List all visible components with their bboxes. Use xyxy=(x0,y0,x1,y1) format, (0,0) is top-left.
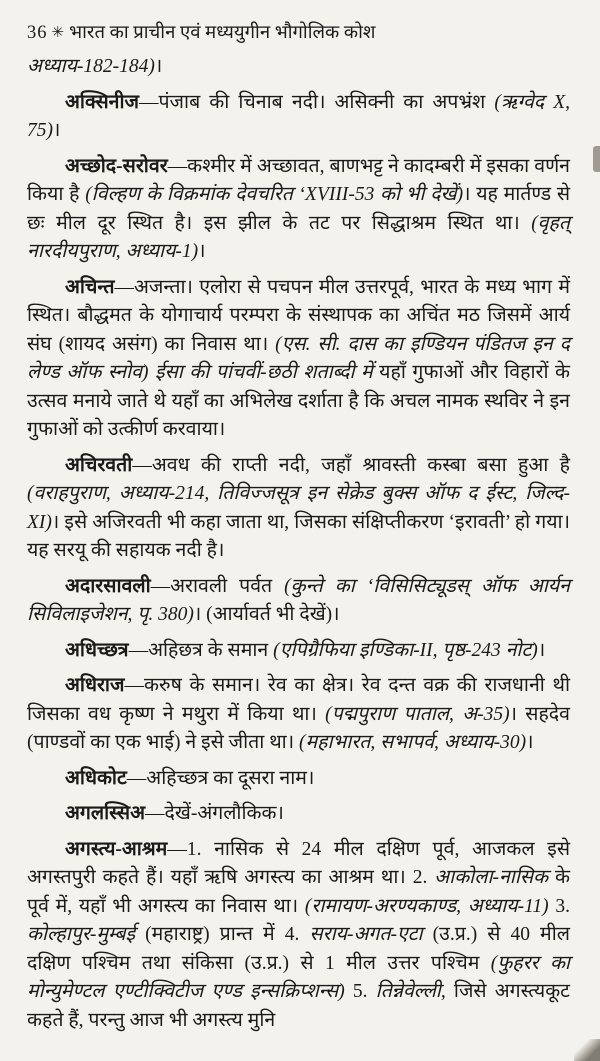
entry-text: । xyxy=(198,241,206,262)
entry-text: (महाराष्ट्र) प्रान्त में 4. xyxy=(135,924,310,945)
reference-text: (कुन्ते का ‘विसिसिट्यूडस् ऑफ आर्यन सिविलाइजेशन, पृ. 380) xyxy=(27,575,570,625)
entry-text: —पंजाब की चिनाब नदी। असिक्नी का अपभ्रंश xyxy=(138,91,495,113)
entry-agastya-ashram xyxy=(27,836,570,1036)
reference-text: (विल्हण के विक्रमांक देवचरित ‘XVIII-53 को भी देखें) xyxy=(85,184,464,205)
entry-text: —अजन्ता। एलोरा से पचपन मील उत्तरपूर्व, भारत के मध्य भाग में स्थित। बौद्धमत के योगाचार्य परम्परा के संस्थापक का अचिंत मठ जिसमें आर्य संघ (शायद असंग) का निवास था। xyxy=(27,276,570,355)
book-title: भारत का प्राचीन एवं मध्ययुगीन भौगोलिक कोश xyxy=(69,23,376,43)
reference-text: (एस. सी. दास का इण्डियन पंडितज इन द लेण्ड ऑफ स्नोव) ईसा की पांचवीं-छठी शताब्दी में xyxy=(27,333,570,383)
reference-text: आकोला-नासिक xyxy=(434,867,549,888)
reference-text: (वृहत् नारदीयपुराण, अध्याय-1) xyxy=(27,212,570,262)
running-header xyxy=(27,20,570,47)
entry-text: 3. xyxy=(548,895,570,917)
reference-text: (ऋग्वेद X, 75) xyxy=(27,91,570,141)
scan-artifact xyxy=(593,146,600,172)
entry-text: । xyxy=(154,56,163,77)
entry-aksinij xyxy=(27,89,570,146)
entry-text: —कश्मीर में अच्छावत, बाणभट्ट ने कादम्बरी में इसका वर्णन किया है xyxy=(27,155,570,205)
entry-achiravati xyxy=(27,452,570,566)
reference-text: (फुहरर का मोन्युमेण्टल एण्टीक्विटीज एण्ड इन्सक्रिप्शन्स) xyxy=(27,952,570,1002)
entry-text: —अरावली पर्वत xyxy=(150,575,285,597)
page-number: 36 xyxy=(27,23,48,43)
entry-text: । इसे अजिरवती भी कहा जाता था, जिसका संक्षिप्तीकरण ‘इरावती’ हो गया। यह सरयू की सहायक नदी है। xyxy=(27,511,570,561)
entry-achchhod-sarovar xyxy=(27,153,570,267)
entry-adarsavali xyxy=(27,573,570,630)
reference-text: कोल्हापुर-मुम्बई xyxy=(27,924,136,945)
entry-text: के पूर्व में, यहाँ भी अगस्त्य का निवास था। xyxy=(27,867,570,917)
entry-text: यहाँ गुफाओं और विहारों के उत्सव मनाये जाते थे यहाँ का अभिलेख दर्शाता है कि अचल नामक स्थविर ने इन गुफाओं को उत्कीर्ण करवाया। xyxy=(27,362,570,440)
entry-achint xyxy=(27,274,570,445)
entry-term: अधिराज xyxy=(65,675,125,696)
entry-text: । यह मार्तण्ड से छः मील दूर स्थित है। इस झील के तट पर सिद्धाश्रम स्थित था। xyxy=(27,184,571,234)
reference-text: (रामायण-अरण्यकाण्ड, अध्याय-11) xyxy=(304,895,549,917)
entry-term: अदारसावली xyxy=(65,575,151,597)
reference-text: सराय-अगत-एटा xyxy=(309,924,423,945)
entry-text: । xyxy=(53,120,61,141)
asterisk-separator-icon: ✳ xyxy=(51,25,65,41)
entry-text: 5. xyxy=(344,981,376,1002)
entry-text: —1. नासिक से 24 मील दक्षिण पूर्व, आजकल इसे अगस्तपुरी कहते हैं। यहाँ ऋषि अगस्त्य का आश्रम था। 2. xyxy=(27,838,570,888)
entry-text: । सहदेव (पाण्डवों का एक भाई) ने इसे जीता था। xyxy=(27,703,570,753)
scan-artifact xyxy=(574,1039,600,1061)
entry-term: अधिच्छत्र xyxy=(65,639,129,661)
entry-text: —अहिछत्र के समान xyxy=(128,639,274,661)
reference-text: तिन्नेवेल्ली xyxy=(375,981,441,1002)
reference-text: (एपिग्रैफिया इण्डिका-II, पृष्ठ-243 नोट) xyxy=(273,639,538,661)
entry-adhiraj xyxy=(27,672,570,758)
entry-text: । (आर्यावर्त भी देखें)। xyxy=(193,604,340,625)
entry-text: । xyxy=(526,732,534,753)
entry-text: —अहिच्छत्र का दूसरा नाम। xyxy=(126,767,315,789)
entry-term: अगलस्सिअ xyxy=(65,803,146,824)
reference-text: (पद्मपुराण पाताल, अ-35) xyxy=(325,703,510,725)
entry-term: अधिकोट xyxy=(65,767,127,789)
entry-adhichchhatra xyxy=(27,637,570,666)
entry-adhikot xyxy=(27,765,570,794)
entry-continuation xyxy=(27,53,570,82)
entry-text: —अवध की राप्ती नदी, जहाँ श्रावस्ती कस्बा बसा हुआ है xyxy=(132,454,570,476)
entry-term: अक्सिनीज xyxy=(65,91,139,113)
reference-text: (महाभारत, सभापर्व, अध्याय-30) xyxy=(299,732,527,753)
entry-text: । xyxy=(537,639,546,661)
entry-agalassia xyxy=(27,800,570,829)
entry-text: , जिसे अगस्त्यकूट कहते हैं, परन्तु आज भी अगस्त्य मुनि xyxy=(27,981,570,1031)
entry-text: (उ.प्र.) से 40 मील दक्षिण पश्चिम तथा संकिसा (उ.प्र.) से 1 मील उत्तर पश्चिम xyxy=(27,924,570,974)
reference-text: अध्याय-182-184) xyxy=(27,56,155,77)
entry-term: अच्छोद-सरोवर xyxy=(65,155,168,177)
entry-term: अचिरवती xyxy=(65,454,133,476)
reference-text: (वराहपुराण, अध्याय-214, तिविज्जसूत्र इन सेक्रेड बुक्स ऑफ द ईस्ट, जिल्द-XI) xyxy=(27,483,570,533)
page-body xyxy=(27,53,570,1035)
entry-term: अचिन्त xyxy=(65,276,115,298)
entry-text: —देखें-अंगलौकिक। xyxy=(145,803,284,824)
entry-term: अगस्त्य-आश्रम xyxy=(65,838,168,860)
entry-text: —करुष के समान। रेव का क्षेत्र। रेव दन्त वक्र की राजधानी थी जिसका वध कृष्ण ने मथुरा में किया था। xyxy=(27,675,570,725)
